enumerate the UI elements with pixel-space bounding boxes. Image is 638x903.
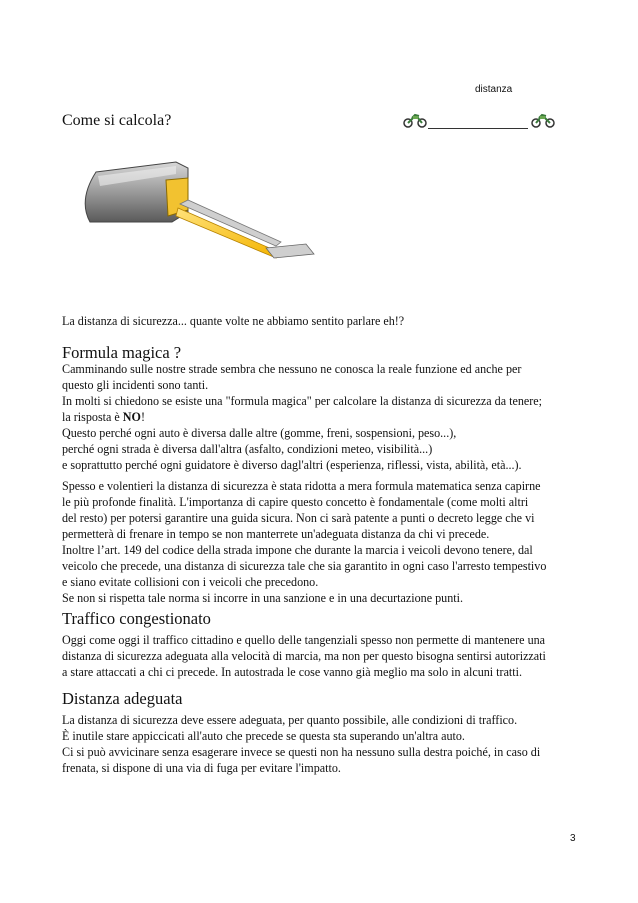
formula-paragraph [62,361,582,473]
text-line: In molti si chiedono se esiste una "formula magica" per calcolare la distanza di sicurezza da tenere; [62,394,542,408]
text-line: È inutile stare appiccicati all'auto che precede se questa sta superando un'altra auto. [62,729,465,743]
heading-formula: Formula magica ? [62,343,182,362]
text-line: Se non si rispetta tale norma si incorre in una sanzione e in una decurtazione punti. [62,591,463,605]
text-line: perché ogni strada è diversa dall'altra (asfalto, condizioni meteo, visibilità...) [62,442,433,456]
text-line: del resto) per potersi garantire una guida sicura. Non ci sarà patente a punti o decreto legge che vi [62,511,535,525]
answer-no: NO [122,410,141,424]
text-line: Questo perché ogni auto è diversa dalle altre (gomme, freni, sospensioni, peso...), [62,426,457,440]
text-line: Oggi come oggi il traffico cittadino e quello delle tangenziali spesso non permette di mantenere una [62,633,546,647]
text-line: le più profonde finalità. L'importanza di capire questo concetto è fondamentale (come molti altri [62,495,529,509]
traffico-paragraph [62,632,582,680]
text-line: e siano evitate collisioni con i veicoli che precedono. [62,575,319,589]
section-title-calc: Come si calcola? [62,112,172,129]
text-line: Spesso e volentieri la distanza di sicurezza è stata ridotta a mera formula matematica senza capirne [62,479,541,493]
text-line: questo gli incidenti sono tanti. [62,378,209,392]
tape-measure-icon [76,160,321,267]
answer-prefix: la risposta è [62,410,123,424]
text-line: distanza di sicurezza adeguata alla velocità di marcia, ma non per questo bisogna sentirsi autorizzati [62,649,546,663]
text-line [62,409,582,425]
text-line: Ci si può avvicinare senza esagerare invece se questi non ha nessuno sulla destra poiché, in caso di [62,745,541,759]
text-line: frenata, si dispone di una via di fuga per evitare l'impatto. [62,761,341,775]
motorcycle-icon [531,112,555,128]
answer-suffix: ! [140,410,145,424]
spesso-paragraph [62,478,582,606]
text-line: permetterà di frenare in tempo se non manterrete un'adeguata distanza da chi vi precede. [62,527,490,541]
distance-label: distanza [475,84,513,95]
intro-paragraph: La distanza di sicurezza... quante volte ne abbiamo sentito parlare eh!? [62,314,405,328]
text-line: Inoltre l’art. 149 del codice della strada impone che durante la marcia i veicoli devono tenere, dal [62,543,533,557]
text-line: Camminando sulle nostre strade sembra che nessuno ne conosca la reale funzione ed anche per [62,362,522,376]
text-line: e soprattutto perché ogni guidatore è diverso dagl'altri (esperienza, riflessi, vista, abilità, età...). [62,458,522,472]
heading-traffico: Traffico congestionato [62,609,211,628]
text-line: La distanza di sicurezza deve essere adeguata, per quanto possibile, alle condizioni di traffico. [62,713,518,727]
distanza-paragraph [62,712,582,776]
page-number: 3 [570,833,576,844]
motorcycle-icon [403,112,427,128]
heading-distanza: Distanza adeguata [62,689,183,708]
text-line: a stare attaccati a chi ci precede. In autostrada le cose vanno già meglio ma solo in alcuni tratti. [62,665,523,679]
text-line: veicolo che precede, una distanza di sicurezza tale che sia garantito in ogni caso l'arresto tempestivo [62,559,547,573]
distance-line [428,128,528,129]
